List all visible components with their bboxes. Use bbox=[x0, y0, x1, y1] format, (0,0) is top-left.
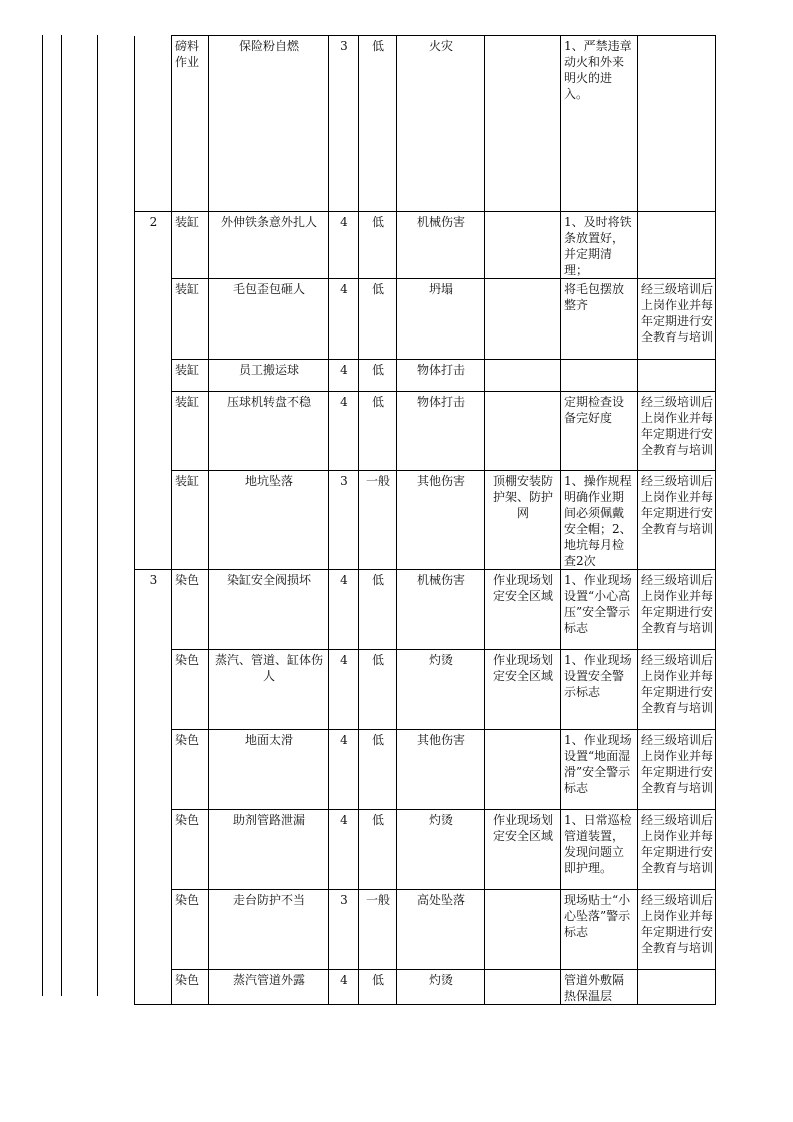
table-row bbox=[135, 471, 716, 570]
engineering-cell: 顶棚安装防护架、防护网 bbox=[485, 471, 561, 570]
engineering-cell bbox=[485, 212, 561, 279]
hazard-cell: 毛包歪包砸人 bbox=[209, 279, 329, 360]
score-cell: 4 bbox=[329, 392, 359, 471]
table-row bbox=[135, 279, 716, 360]
level-cell: 低 bbox=[359, 970, 397, 1005]
training-cell: 经三级培训后上岗作业并每年定期进行安全教育与培训 bbox=[638, 730, 716, 810]
accident-cell: 灼烫 bbox=[397, 970, 485, 1005]
accident-cell: 高处坠落 bbox=[397, 890, 485, 970]
hazard-cell: 蒸汽、管道、缸体伤人 bbox=[209, 650, 329, 730]
hazard-cell: 压球机转盘不稳 bbox=[209, 392, 329, 471]
accident-cell: 灼烫 bbox=[397, 650, 485, 730]
level-cell: 一般 bbox=[359, 890, 397, 970]
level-cell: 低 bbox=[359, 650, 397, 730]
hazard-cell: 走台防护不当 bbox=[209, 890, 329, 970]
level-cell: 低 bbox=[359, 360, 397, 392]
training-cell: 经三级培训后上岗作业并每年定期进行安全教育与培训 bbox=[638, 471, 716, 570]
training-cell bbox=[638, 360, 716, 392]
level-cell: 低 bbox=[359, 392, 397, 471]
hazard-cell: 蒸汽管道外露 bbox=[209, 970, 329, 1005]
task-cell: 染色 bbox=[172, 730, 209, 810]
engineering-cell bbox=[485, 279, 561, 360]
training-cell: 经三级培训后上岗作业并每年定期进行安全教育与培训 bbox=[638, 810, 716, 890]
engineering-cell bbox=[485, 730, 561, 810]
score-cell: 4 bbox=[329, 730, 359, 810]
hazard-cell: 染缸安全阀损坏 bbox=[209, 570, 329, 650]
task-cell: 染色 bbox=[172, 570, 209, 650]
engineering-cell bbox=[485, 970, 561, 1005]
score-cell: 4 bbox=[329, 650, 359, 730]
score-cell: 4 bbox=[329, 360, 359, 392]
task-cell: 装缸 bbox=[172, 392, 209, 471]
level-cell: 一般 bbox=[359, 471, 397, 570]
table-row bbox=[135, 890, 716, 970]
accident-cell: 机械伤害 bbox=[397, 212, 485, 279]
level-cell: 低 bbox=[359, 730, 397, 810]
score-cell: 3 bbox=[329, 890, 359, 970]
management-cell bbox=[561, 360, 638, 392]
task-cell: 装缸 bbox=[172, 360, 209, 392]
hazard-cell: 保险粉自燃 bbox=[209, 36, 329, 212]
management-cell: 1、操作规程明确作业期间必须佩戴安全帽；2、地坑每月检查2次 bbox=[561, 471, 638, 570]
score-cell: 4 bbox=[329, 970, 359, 1005]
engineering-cell bbox=[485, 360, 561, 392]
table-row bbox=[135, 36, 716, 212]
management-cell: 1、作业现场设置“地面湿滑”安全警示标志 bbox=[561, 730, 638, 810]
level-cell: 低 bbox=[359, 570, 397, 650]
accident-cell: 坍塌 bbox=[397, 279, 485, 360]
task-cell: 装缸 bbox=[172, 279, 209, 360]
accident-cell: 灼烫 bbox=[397, 810, 485, 890]
group-number-cell: 2 bbox=[135, 212, 172, 570]
level-cell: 低 bbox=[359, 36, 397, 212]
score-cell: 3 bbox=[329, 471, 359, 570]
task-cell: 染色 bbox=[172, 970, 209, 1005]
level-cell: 低 bbox=[359, 279, 397, 360]
accident-cell: 物体打击 bbox=[397, 360, 485, 392]
management-cell: 定期检查设备完好度 bbox=[561, 392, 638, 471]
task-cell: 染色 bbox=[172, 810, 209, 890]
accident-cell: 火灾 bbox=[397, 36, 485, 212]
engineering-cell bbox=[485, 890, 561, 970]
table-row bbox=[135, 392, 716, 471]
level-cell: 低 bbox=[359, 212, 397, 279]
management-cell: 管道外敷隔热保温层 bbox=[561, 970, 638, 1005]
management-cell: 将毛包摆放整齐 bbox=[561, 279, 638, 360]
training-cell bbox=[638, 212, 716, 279]
hazard-cell: 地面太滑 bbox=[209, 730, 329, 810]
training-cell: 经三级培训后上岗作业并每年定期进行安全教育与培训 bbox=[638, 570, 716, 650]
management-cell: 1、作业现场设置安全警示标志 bbox=[561, 650, 638, 730]
table-row bbox=[135, 570, 716, 650]
engineering-cell bbox=[485, 392, 561, 471]
training-cell bbox=[638, 36, 716, 212]
accident-cell: 机械伤害 bbox=[397, 570, 485, 650]
management-cell: 现场贴士“小心坠落”警示标志 bbox=[561, 890, 638, 970]
score-cell: 4 bbox=[329, 810, 359, 890]
score-cell: 4 bbox=[329, 279, 359, 360]
training-cell: 经三级培训后上岗作业并每年定期进行安全教育与培训 bbox=[638, 650, 716, 730]
task-cell: 装缸 bbox=[172, 212, 209, 279]
score-cell: 4 bbox=[329, 212, 359, 279]
group-number-cell: 3 bbox=[135, 570, 172, 1005]
training-cell: 经三级培训后上岗作业并每年定期进行安全教育与培训 bbox=[638, 392, 716, 471]
task-cell: 染色 bbox=[172, 890, 209, 970]
group-number-cell bbox=[135, 36, 172, 212]
score-cell: 3 bbox=[329, 36, 359, 212]
left-border-line bbox=[61, 35, 62, 996]
engineering-cell: 作业现场划定安全区域 bbox=[485, 810, 561, 890]
task-cell: 染色 bbox=[172, 650, 209, 730]
table-row bbox=[135, 970, 716, 1005]
management-cell: 1、及时将铁条放置好，并定期清理； bbox=[561, 212, 638, 279]
training-cell: 经三级培训后上岗作业并每年定期进行安全教育与培训 bbox=[638, 890, 716, 970]
table-row bbox=[135, 212, 716, 279]
management-cell: 1、严禁违章动火和外来明火的进入。 bbox=[561, 36, 638, 212]
task-cell: 装缸 bbox=[172, 471, 209, 570]
left-border-line bbox=[42, 35, 43, 996]
hazard-cell: 员工搬运球 bbox=[209, 360, 329, 392]
task-cell: 磅料作业 bbox=[172, 36, 209, 212]
level-cell: 低 bbox=[359, 810, 397, 890]
engineering-cell bbox=[485, 36, 561, 212]
engineering-cell: 作业现场划定安全区域 bbox=[485, 570, 561, 650]
accident-cell: 物体打击 bbox=[397, 392, 485, 471]
hazard-cell: 助剂管路泄漏 bbox=[209, 810, 329, 890]
hazard-cell: 地坑坠落 bbox=[209, 471, 329, 570]
table-row bbox=[135, 730, 716, 810]
left-border-line bbox=[97, 35, 98, 996]
risk-assessment-table bbox=[134, 35, 716, 1005]
accident-cell: 其他伤害 bbox=[397, 471, 485, 570]
accident-cell: 其他伤害 bbox=[397, 730, 485, 810]
training-cell: 经三级培训后上岗作业并每年定期进行安全教育与培训 bbox=[638, 279, 716, 360]
table-row bbox=[135, 650, 716, 730]
table-row bbox=[135, 810, 716, 890]
management-cell: 1、日常巡检管道装置，发现问题立即护理。 bbox=[561, 810, 638, 890]
engineering-cell: 作业现场划定安全区域 bbox=[485, 650, 561, 730]
hazard-cell: 外伸铁条意外扎人 bbox=[209, 212, 329, 279]
management-cell: 1、作业现场设置“小心高压”安全警示标志 bbox=[561, 570, 638, 650]
training-cell bbox=[638, 970, 716, 1005]
table-row bbox=[135, 360, 716, 392]
score-cell: 4 bbox=[329, 570, 359, 650]
